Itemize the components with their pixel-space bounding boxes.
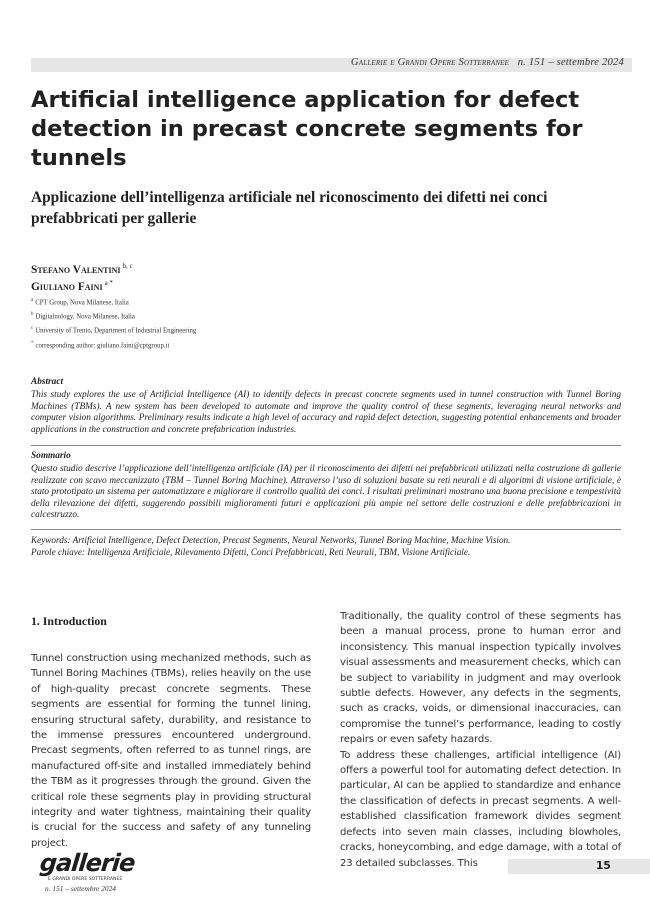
parole-chiave: Parole chiave: Intelligenza Artificiale, Rilevamento Difetti, Conci Prefabbricati, Reti Neurali, TBM, Visione Artificiale. [31, 547, 471, 557]
affiliation [31, 341, 169, 349]
logo-issue: n. 151 – settembre 2024 [45, 884, 116, 893]
logo-wordmark: gallerie [38, 849, 136, 877]
affiliation [31, 298, 129, 306]
affiliation-mark: b [31, 312, 34, 317]
author-2 [31, 279, 113, 293]
journal-logo [40, 851, 160, 901]
author-affiliation-marks: b, c [122, 262, 133, 270]
affiliation-mark: c [31, 326, 34, 331]
affiliation [31, 326, 196, 334]
affiliation-text: corresponding author: giuliano.faini@cptgroup.it [35, 342, 170, 350]
affiliation-text: University of Trento, Department of Industrial Engineering [35, 327, 197, 335]
journal-issue: n. 151 – settembre 2024 [517, 57, 624, 68]
affiliation-text: Digitalnology, Nova Milanese, Italia [35, 313, 135, 321]
sommario-heading: Sommario [31, 451, 71, 461]
affiliation [31, 312, 135, 320]
paper-subtitle: Applicazione dell’intelligenza artificiale nel riconoscimento dei difetti nei conci prefabbricati per gallerie [31, 189, 548, 227]
section-heading: 1. Introduction [31, 614, 107, 628]
abstract-text: This study explores the use of Artificial Intelligence (AI) to identify defects in precast concrete segments used in tunnel construction with Tunnel Boring Machines (TBMs). A new system has been developed to automate and improve the quality control of these segments, leveraging neural networks and computer vision algorithms. Preliminary results indicate a high level of accuracy and rapid defect detection, suggesting potential enhancements and broader applications in the construction and concrete prefabrication industries. [31, 390, 621, 435]
author-affiliation-marks: a * [104, 279, 113, 287]
logo-subtitle: E GRANDI OPERE SOTTERRANEE [48, 877, 123, 882]
footer-bar [508, 859, 650, 874]
introduction-right-column [340, 609, 621, 871]
paper-title: Artificial intelligence application for defect detection in precast concrete segments for tunnels [31, 87, 583, 171]
affiliation-mark: a [31, 298, 34, 303]
affiliation-text: CPT Group, Nova Milanese, Italia [35, 299, 129, 307]
page-number: 15 [596, 860, 611, 872]
introduction-left-column: Tunnel construction using mechanized methods, such as Tunnel Boring Machines (TBMs), relies heavily on the use of high-quality precast concrete segments. These segments are essential for forming the tunnel lining, ensuring structural safety, durability, and resistance to the immense pressures encountered underground. Precast segments, often referred to as tunnel rings, are manufactured off-site and installed immediately behind the TBM as it progresses through the ground. Given the critical role these segments play in providing structural integrity and water tightness, maintaining their quality is crucial for the success and safety of any tunneling project. [31, 653, 311, 849]
sommario-text: Questo studio descrive l’applicazione dell’intelligenza artificiale (IA) per il riconoscimento dei difetti nei prefabbricati utilizzati nella costruzione di gallerie realizzate con scavo meccanizzato (TBM – Tunnel Boring Machine). Attraverso l’uso di soluzioni basate su reti neurali e di algoritmi di visione artificiale, è stato prototipato un sistema per automatizzare e migliorare il controllo qualità dei conci. I risultati preliminari mostrano una buona precisione e tempestività della rilevazione dei difetti, suggerendo possibili miglioramenti futuri e applicazioni più ampie nel settore delle costruzioni e delle prefabbricazioni in calcestruzzo. [31, 464, 621, 520]
paragraph: To address these challenges, artificial intelligence (AI) offers a powerful tool for automating defect detection. In particular, AI can be applied to standardize and enhance the classification of defects in precast segments. A well-established classification framework divides segment defects into seven main classes, including blowholes, cracks, honeycombing, and edge damage, with a total of 23 detailed subclasses. This [340, 749, 621, 869]
abstract-heading: Abstract [31, 377, 64, 387]
author-name: Stefano Valentini [31, 263, 121, 276]
paragraph: Traditionally, the quality control of these segments has been a manual process, prone to human error and inconsistency. This manual inspection typically involves visual assessments and measurement checks, which can be subject to variability in judgment and may overlook subtle defects. However, any defects in the segments, such as cracks, voids, or dimensional inaccuracies, can compromise the tunnel’s performance, leading to costly repairs or even safety hazards. [340, 611, 621, 746]
journal-header [351, 57, 624, 68]
abstract-divider [31, 445, 621, 446]
affiliation-mark: * [31, 341, 34, 346]
sommario-divider [31, 529, 621, 530]
keywords: Keywords: Artificial Intelligence, Defect Detection, Precast Segments, Neural Networks, Tunnel Boring Machine, Machine Vision. [31, 535, 511, 545]
author-name: Giuliano Faini [31, 280, 103, 293]
author-1 [31, 262, 133, 276]
journal-name: Gallerie e Grandi Opere Sotterranee [350, 57, 510, 68]
